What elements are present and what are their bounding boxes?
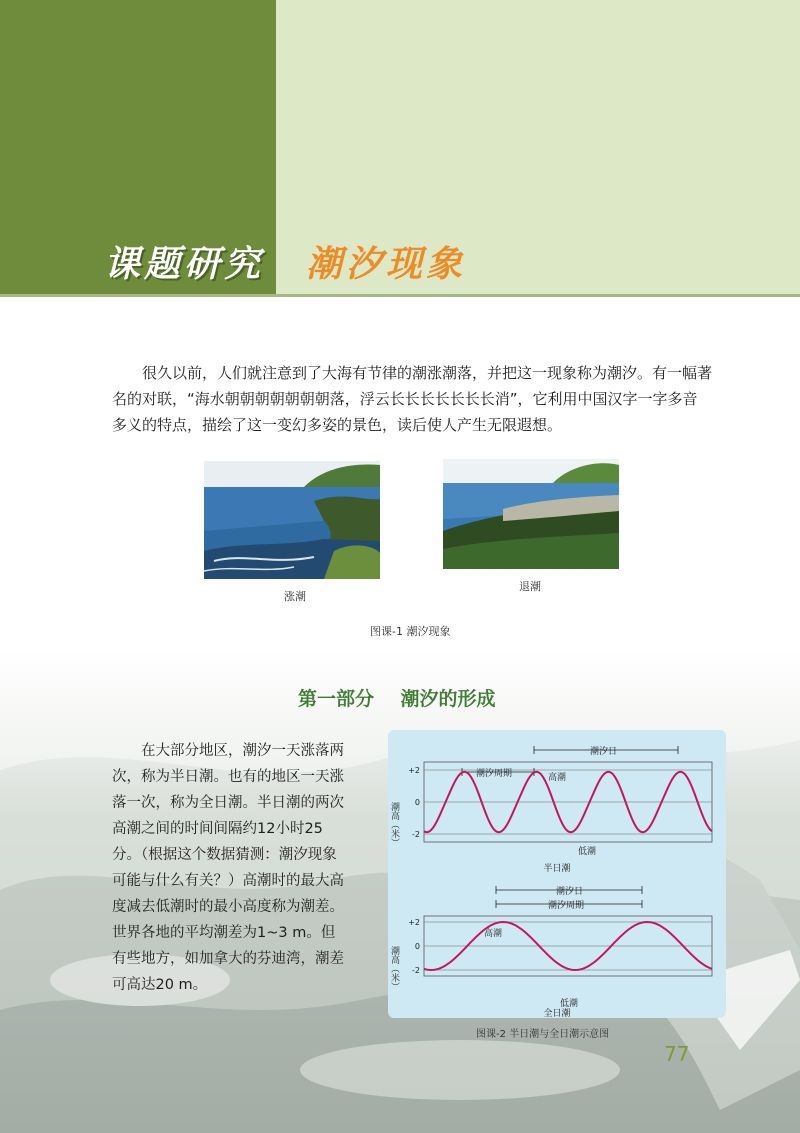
intro-paragraph: 很久以前，人们就注意到了大海有节律的潮涨潮落，并把这一现象称为潮汐。有一幅著名的对联，“海水朝朝朝朝朝朝朝落，浮云长长长长长长长消”，它利用中国汉字一字多音多义的特点，描绘了这一变幻多姿的景色，读后使人产生无限遐想。 <box>112 364 713 434</box>
y-tick-label: 0 <box>414 942 420 951</box>
y-tick-label: +2 <box>408 918 420 927</box>
semidiurnal-ylabel: 潮高（米） <box>389 802 399 847</box>
y-tick-label: -2 <box>412 966 420 975</box>
high-tide-label: 高潮 <box>548 773 567 783</box>
topic-title: 潮汐现象 <box>306 243 467 285</box>
diurnal-title: 全日潮 <box>543 1009 571 1018</box>
tidal-day-label-2: 潮汐日 <box>556 887 584 897</box>
flood-tide-label: 涨潮 <box>284 590 306 603</box>
flood-tide-photo <box>204 461 380 579</box>
semidiurnal-title: 半日潮 <box>543 864 571 874</box>
section-heading: 第一部分 潮汐的形成 <box>298 688 496 710</box>
low-tide-label: 低潮 <box>578 847 597 857</box>
section-paragraph: 在大部分地区，潮汐一天涨落两次，称为半日潮。也有的地区一天涨落一次，称为全日潮。半日潮的两次高潮之间的时间间隔约12小时25分。（根据这个数据猜测：潮汐现象可能与什么有关？）高潮时的最大高度减去低潮时的最小高度称为潮差。世界各地的平均潮差为1~3 m。但有些地方，如加拿大的芬迪湾，潮差可高达20 m。 <box>112 743 344 993</box>
figure1-caption: 图课-1 潮汐现象 <box>370 625 451 638</box>
tidal-period-label-2: 潮汐周期 <box>548 901 585 911</box>
ebb-tide-label: 退潮 <box>519 580 541 593</box>
diurnal-ylabel: 潮高（米） <box>389 946 399 991</box>
ebb-tide-photo <box>443 459 619 569</box>
y-tick-label: -2 <box>412 830 420 839</box>
tidal-period-label: 潮汐周期 <box>476 769 513 779</box>
figure2-caption: 图课-2 半日潮与全日潮示意图 <box>476 1029 610 1040</box>
high-tide-label-2: 高潮 <box>484 929 503 939</box>
header-divider <box>0 294 800 297</box>
low-tide-label-2: 低潮 <box>560 999 579 1009</box>
y-tick-label: +2 <box>408 766 420 775</box>
diurnal-tide-chart <box>388 880 726 1018</box>
y-tick-label: 0 <box>414 798 420 807</box>
page-number: 77 <box>664 1042 690 1066</box>
tidal-day-label: 潮汐日 <box>590 747 618 757</box>
semidiurnal-tide-chart <box>388 730 726 880</box>
tide-chart-panel <box>388 730 726 1018</box>
series-title: 课题研究 <box>104 243 265 285</box>
